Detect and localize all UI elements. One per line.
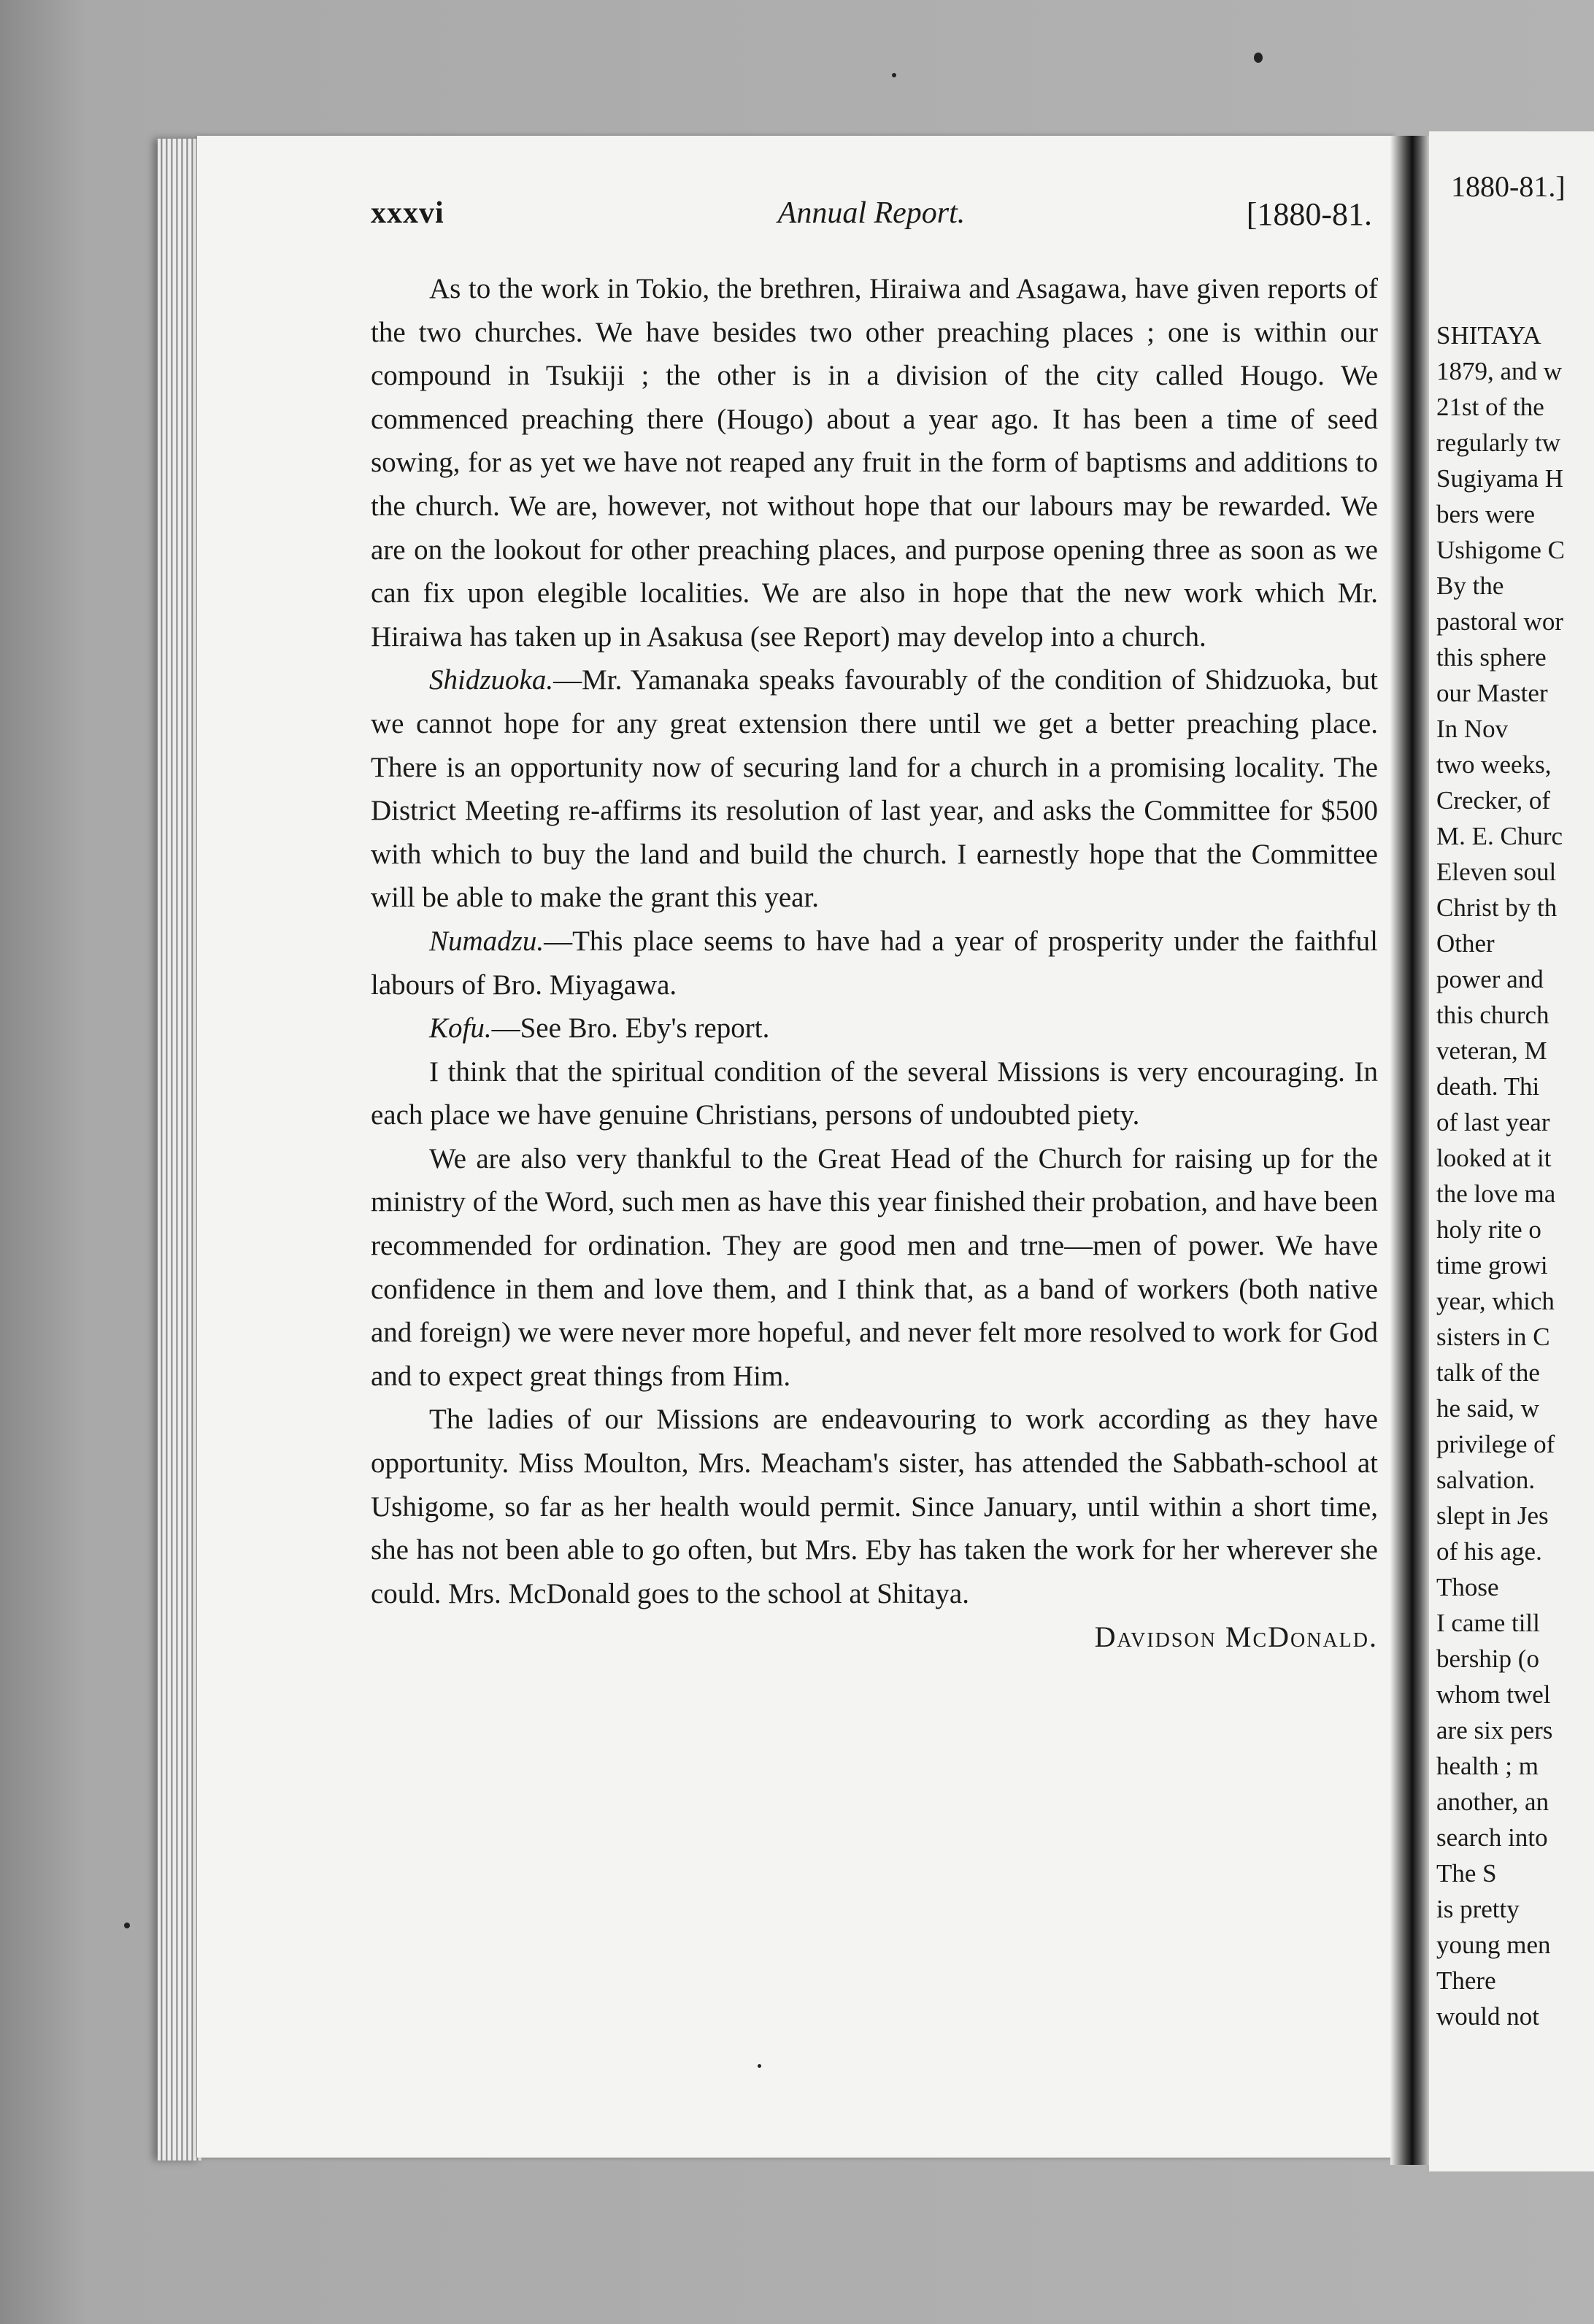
- right-page-line: veteran, M: [1436, 1036, 1547, 1065]
- right-page-line: the love ma: [1436, 1180, 1556, 1208]
- right-page-line: holy rite o: [1436, 1215, 1541, 1244]
- report-body: [371, 267, 1378, 1659]
- header-year-range: [1880-81.: [1246, 196, 1372, 232]
- dust-speck: [758, 2064, 761, 2068]
- paragraph-text: We are also very thankful to the Great Head of the Church for raising up for the ministry of the Word, such men as have this year finished their probation, and have been recommended for ordination. They are good men and trne—men of power. We have confidence in them and love them, and I think that, as a band of workers (both native and foreign) we were never more hopeful, and never felt more resolved to work for God and to expect great things from Him.: [371, 1142, 1378, 1392]
- right-page-line: There: [1436, 1966, 1496, 1995]
- right-page-line: M. E. Churc: [1436, 822, 1563, 850]
- dust-speck: [892, 73, 896, 77]
- page-edges: [158, 139, 201, 2161]
- paragraph: [371, 1137, 1378, 1398]
- signature: Davidson McDonald.: [1094, 1620, 1378, 1654]
- right-page-line: young men: [1436, 1931, 1551, 1959]
- right-page-line: of his age.: [1436, 1537, 1542, 1566]
- right-page-line: time growi: [1436, 1251, 1548, 1280]
- book-gutter: [1390, 136, 1431, 2165]
- right-page-line: this church: [1436, 1001, 1549, 1029]
- right-page-line: whom twel: [1436, 1680, 1551, 1709]
- right-page-line: of last year: [1436, 1108, 1550, 1136]
- right-header-year-range: 1880-81.]: [1451, 170, 1566, 203]
- right-page-line: Christ by th: [1436, 893, 1558, 922]
- right-page-line: The S: [1436, 1859, 1497, 1888]
- page-number: xxxvi: [371, 196, 444, 230]
- place-heading: Numadzu.: [429, 925, 544, 957]
- right-page-line: Crecker, of: [1436, 786, 1551, 815]
- paragraph-text: —See Bro. Eby's report.: [491, 1012, 770, 1044]
- right-page-line: power and: [1436, 965, 1544, 993]
- right-page-line: privilege of: [1436, 1430, 1555, 1458]
- paragraph: [371, 267, 1378, 658]
- right-page-line: death. Thi: [1436, 1072, 1540, 1101]
- paragraph-text: —Mr. Yamanaka speaks favourably of the condition of Shidzuoka, but we cannot hope for any great extension there until we get a better preaching place. There is an opportunity now of securing land for a church in a promising locality. The District Meeting re-affirms its resolution of last year, and asks the Committee for $500 with which to buy the land and build the church. I earnestly hope that the Committee will be able to make the grant this year.: [371, 664, 1378, 914]
- dust-speck: [124, 1923, 130, 1928]
- right-page-line: By the: [1436, 572, 1504, 600]
- right-page-line: 21st of the: [1436, 393, 1544, 421]
- right-page-line: would not: [1436, 2002, 1539, 2031]
- paragraph: [371, 1050, 1378, 1137]
- right-page-line: Those: [1436, 1573, 1499, 1601]
- right-page-line: slept in Jes: [1436, 1501, 1549, 1530]
- paragraph: [371, 1007, 1378, 1050]
- paragraph-text: —This place seems to have had a year of prosperity under the faithful labours of Bro. Miyagawa.: [371, 925, 1378, 1001]
- dust-speck: [1254, 53, 1263, 63]
- right-page-line: talk of the: [1436, 1358, 1540, 1387]
- right-page-line: SHITAYA: [1436, 321, 1541, 350]
- right-page-line: year, which: [1436, 1287, 1555, 1315]
- right-page-line: two weeks,: [1436, 750, 1552, 779]
- right-page-line: health ; m: [1436, 1752, 1539, 1780]
- right-page-line: In Nov: [1436, 715, 1509, 743]
- signature-block: [371, 1615, 1378, 1659]
- paragraph-text: As to the work in Tokio, the brethren, Hiraiwa and Asagawa, have given reports of the two churches. We have besides two other preaching places ; one is within our compound in Tsukiji ; the other is in a division of the city called Hougo. We commenced preaching there (Hougo) about a year ago. It has been a time of seed sowing, for as yet we have not reaped any fruit in the form of baptisms and additions to the church. We are, however, not without hope that our labours may be rewarded. We are on the lookout for other preaching places, and purpose opening three as soon as we can fix upon elegible localities. We are also in hope that the new work which Mr. Hiraiwa has taken up in Asakusa (see Report) may develop into a church.: [371, 273, 1378, 653]
- right-page-line: search into: [1436, 1823, 1548, 1852]
- right-page-line: is pretty: [1436, 1895, 1520, 1923]
- paragraph: [371, 658, 1378, 920]
- place-heading: Shidzuoka.: [429, 664, 554, 696]
- right-page-line: Ushigome C: [1436, 536, 1565, 564]
- right-page-line: our Master: [1436, 679, 1548, 707]
- right-page-line: salvation.: [1436, 1466, 1536, 1494]
- right-page-line: Other: [1436, 929, 1495, 958]
- running-title: Annual Report.: [777, 196, 966, 230]
- right-page-line: looked at it: [1436, 1144, 1552, 1172]
- right-page-line: bership (o: [1436, 1644, 1539, 1673]
- right-page-line: bers were: [1436, 500, 1536, 528]
- right-page-line: Sugiyama H: [1436, 464, 1564, 493]
- paragraph-text: The ladies of our Missions are endeavouring to work according as they have opportunity. Miss Moulton, Mrs. Meacham's sister, has attended the Sabbath-school at Ushigome, so far as her health would permit. Since January, until within a short time, she has not been able to go often, but Mrs. Eby has taken the work for her wherever she could. Mrs. McDonald goes to the school at Shitaya.: [371, 1404, 1378, 1609]
- right-page-line: another, an: [1436, 1788, 1549, 1816]
- right-page-line: Eleven soul: [1436, 858, 1557, 886]
- paragraph: [371, 1398, 1378, 1615]
- place-heading: Kofu.: [429, 1012, 492, 1044]
- right-page-text: [1436, 282, 1594, 2034]
- right-page-line: this sphere: [1436, 643, 1547, 672]
- right-page-line: regularly tw: [1436, 428, 1561, 457]
- paragraph: [371, 920, 1378, 1007]
- paragraph-text: I think that the spiritual condition of the several Missions is very encouraging. In each place we have genuine Christians, persons of undoubted piety.: [371, 1055, 1378, 1131]
- right-page-line: I came till: [1436, 1609, 1540, 1637]
- right-page-line: 1879, and w: [1436, 357, 1563, 385]
- right-page-line: he said, w: [1436, 1394, 1539, 1423]
- right-page-line: pastoral wor: [1436, 607, 1563, 636]
- running-header: [371, 196, 1372, 239]
- right-page-line: are six pers: [1436, 1716, 1553, 1744]
- right-page-line: [1436, 282, 1594, 318]
- right-page-line: sisters in C: [1436, 1323, 1550, 1351]
